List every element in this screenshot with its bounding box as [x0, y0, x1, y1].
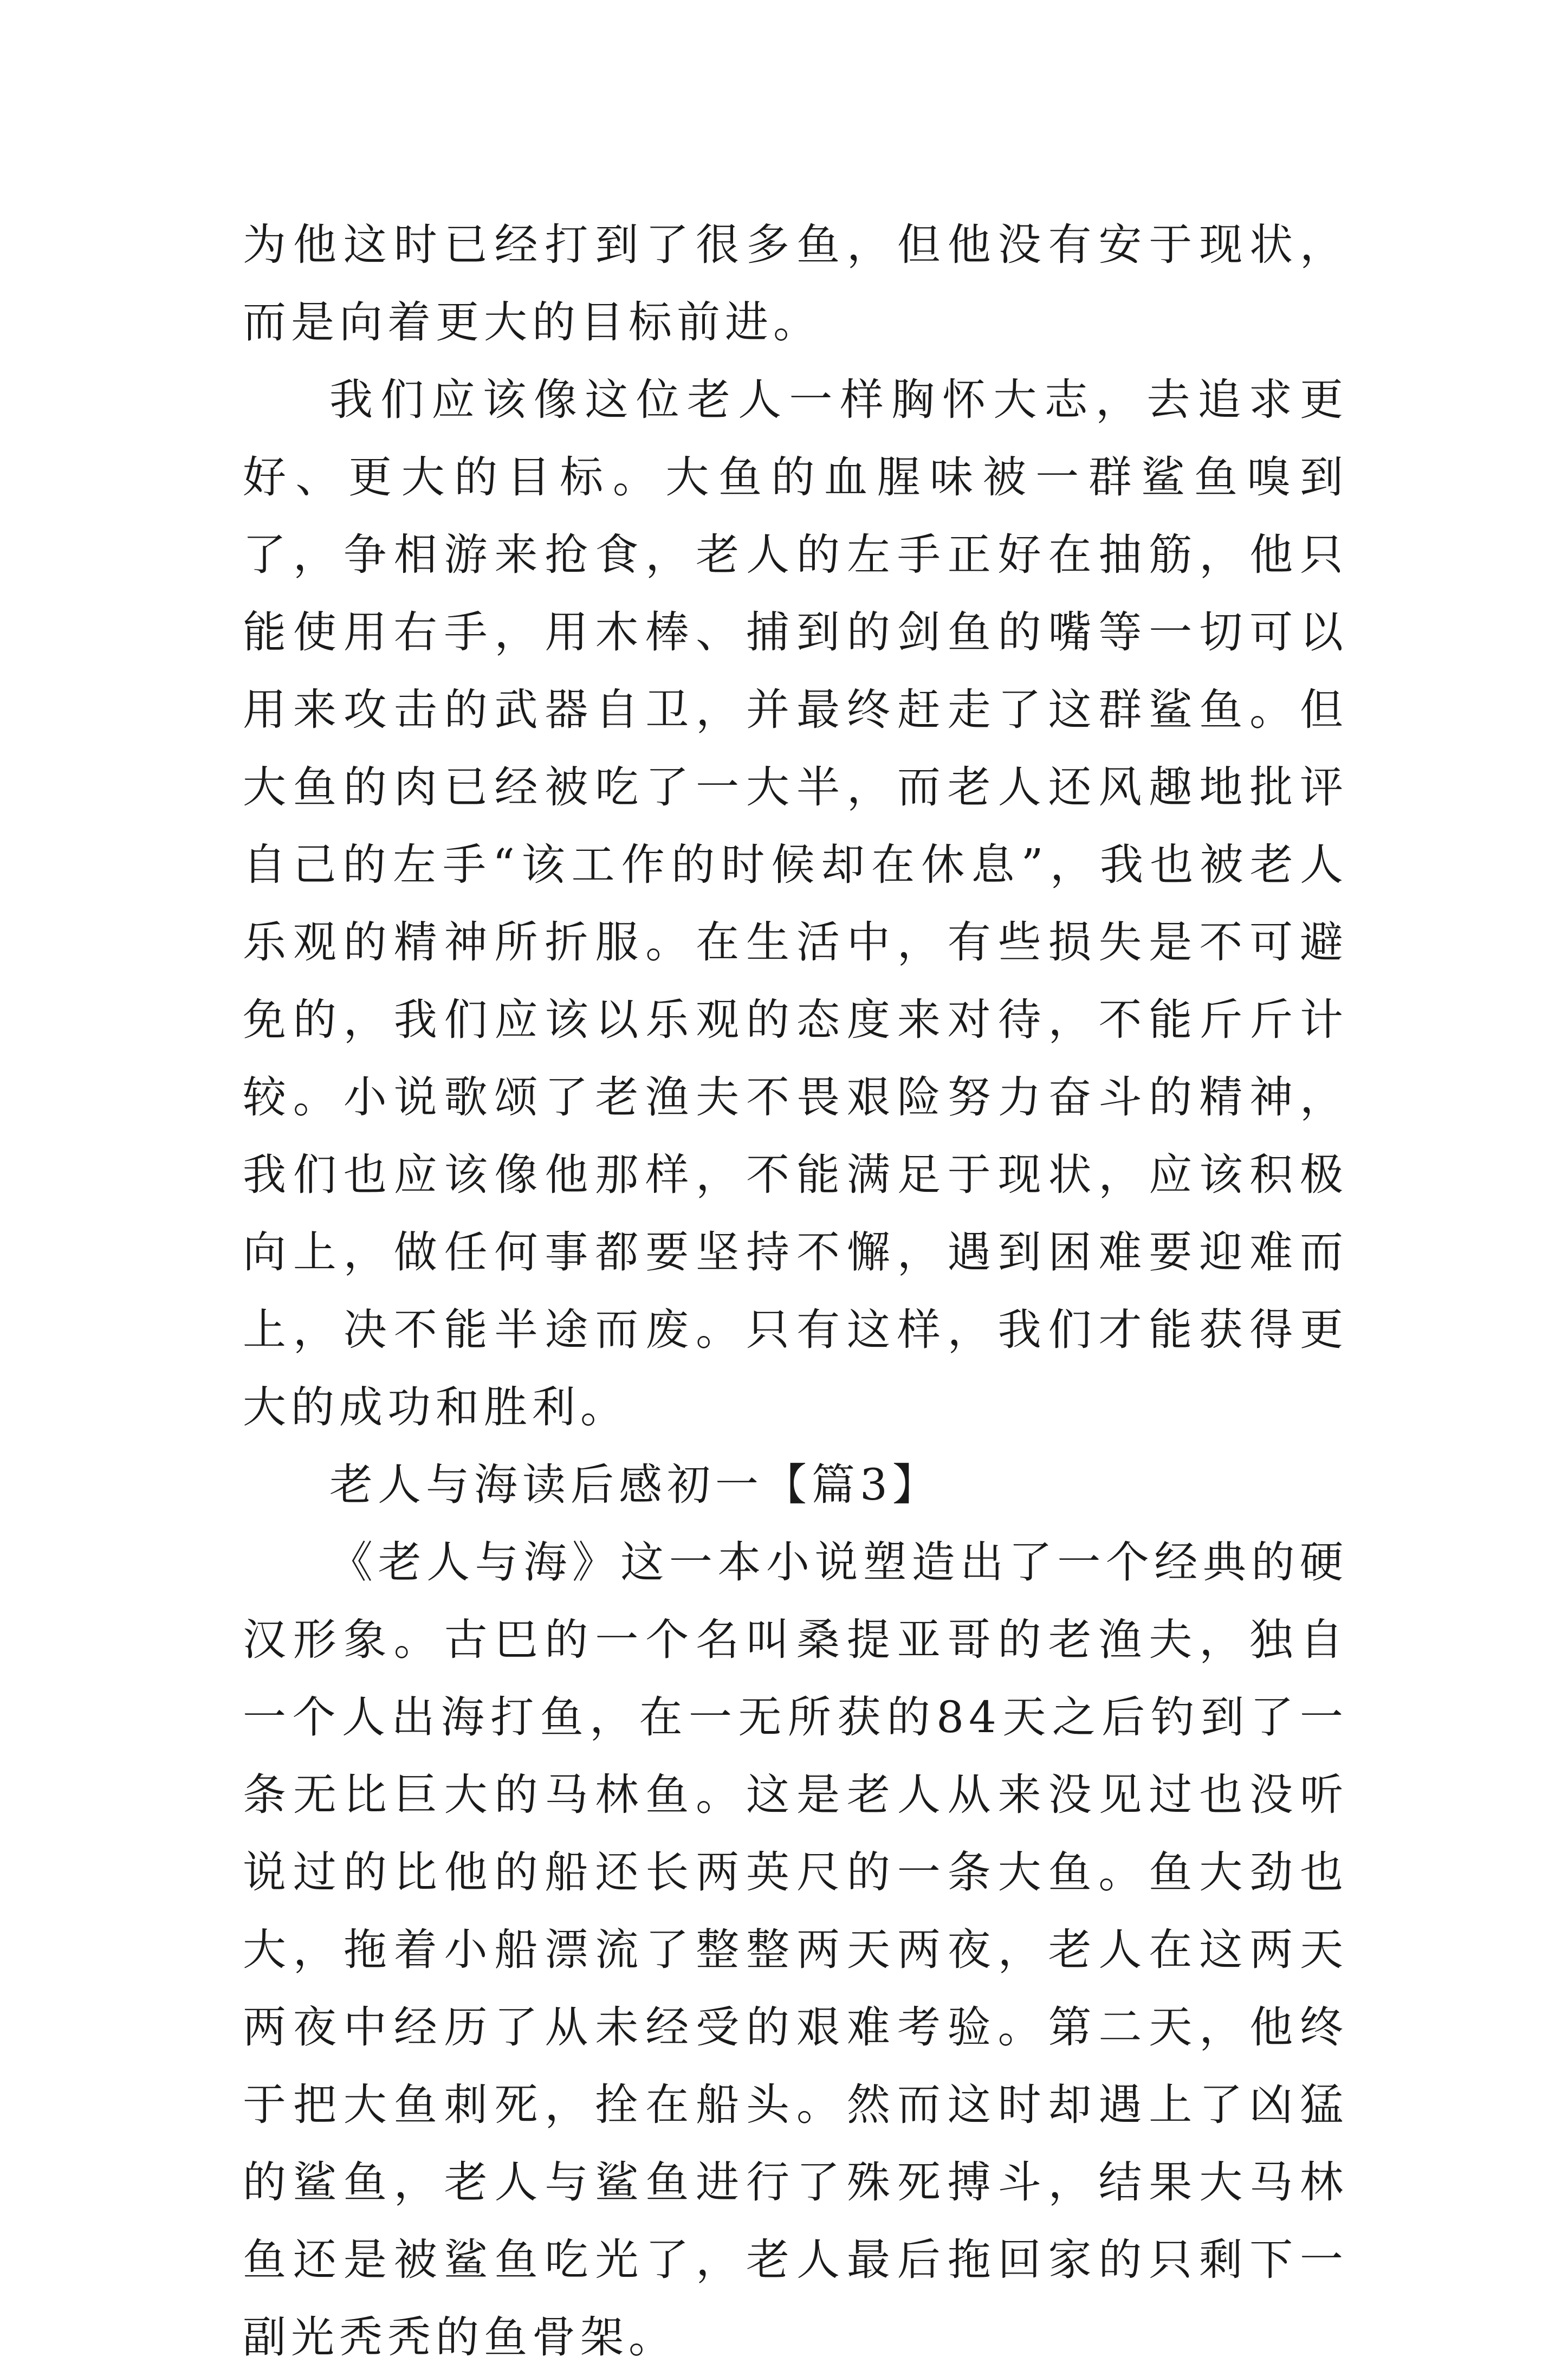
paragraph-reflection: 我们应该像这位老人一样胸怀大志，去追求更好、更大的目标。大鱼的血腥味被一群鲨鱼嗅到了，争相游来抢食，老人的左手正好在抽筋，他只能使用右手，用木棒、捕到的剑鱼的嘴等一切可以用来攻击的武器自卫，并最终赶走了这群鲨鱼。但大鱼的肉已经被吃了一大半，而老人还风趣地批评自己的左手“该工作的时候却在休息”，我也被老人乐观的精神所折服。在生活中，有些损失是不可避免的，我们应该以乐观的态度来对待，不能斤斤计较。小说歌颂了老渔夫不畏艰险努力奋斗的精神，我们也应该像他那样，不能满足于现状，应该积极向上，做任何事都要坚持不懈，遇到困难要迎难而上，决不能半途而废。只有这样，我们才能获得更大的成功和胜利。: [243, 375, 1348, 1432]
document-body: [243, 206, 1348, 2376]
paragraph-continuation: 为他这时已经打到了很多鱼，但他没有安于现状，而是向着更大的目标前进。: [243, 219, 1348, 347]
paragraph-summary: 《老人与海》这一本小说塑造出了一个经典的硬汉形象。古巴的一个名叫桑提亚哥的老渔夫，独自一个人出海打鱼，在一无所获的84天之后钓到了一条无比巨大的马林鱼。这是老人从来没见过也没听说过的比他的船还长两英尺的一条大鱼。鱼大劲也大，拖着小船漂流了整整两天两夜，老人在这两天两夜中经历了从未经受的艰难考验。第二天，他终于把大鱼刺死，拴在船头。然而这时却遇上了凶猛的鲨鱼，老人与鲨鱼进行了殊死搏斗，结果大马林鱼还是被鲨鱼吃光了，老人最后拖回家的只剩下一副光秃秃的鱼骨架。: [243, 1537, 1348, 2362]
section-heading: 老人与海读后感初一【篇3】: [329, 1460, 941, 1510]
